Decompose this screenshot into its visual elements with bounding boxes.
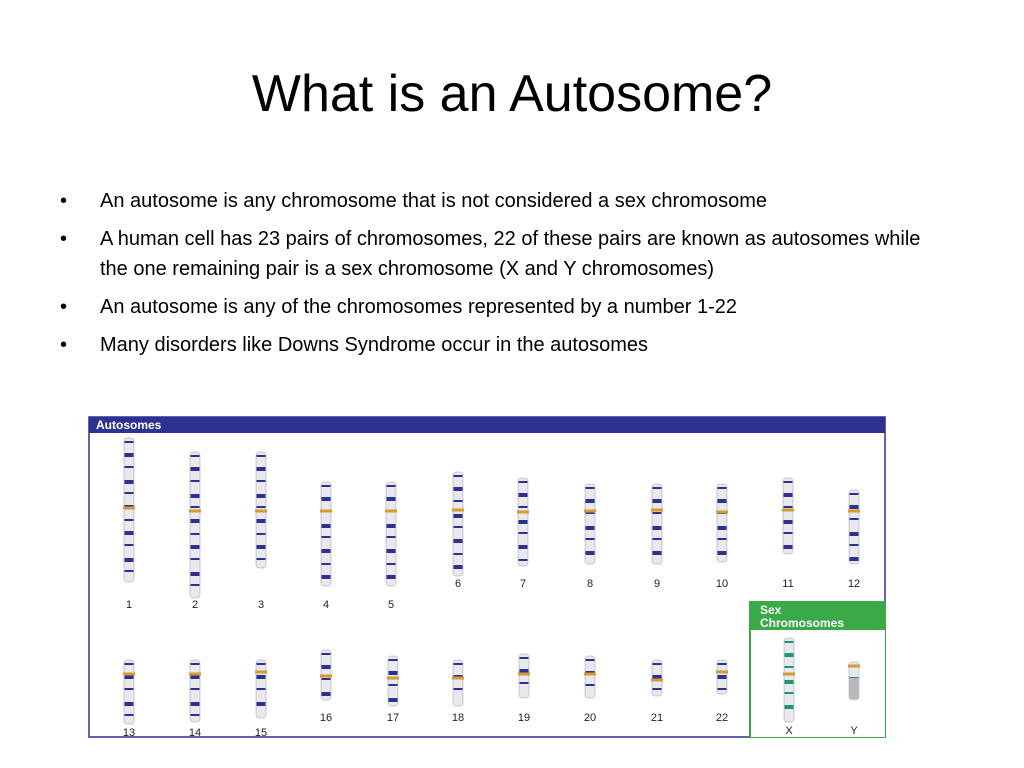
autosomes-header: Autosomes — [96, 418, 162, 432]
bullet-dot: • — [60, 228, 68, 250]
bullet-text: An autosome is any chromosome that is not considered a sex chromosome — [100, 190, 767, 212]
chromosome-label-2: 2 — [191, 599, 199, 611]
chromosome-15 — [255, 660, 267, 718]
bullet-dot: • — [60, 334, 68, 356]
karyotype-figure — [88, 416, 886, 738]
chromosome-12 — [848, 490, 860, 564]
chromosome-11 — [782, 478, 794, 554]
chromosome-label-7: 7 — [519, 578, 527, 590]
bullet-text: Many disorders like Downs Syndrome occur in the autosomes — [100, 334, 649, 356]
chromosome-20 — [584, 656, 596, 698]
chromosome-21 — [651, 660, 663, 696]
chromosome-label-13: 13 — [122, 727, 136, 738]
chromosome-label-3: 3 — [257, 599, 265, 611]
bullet-item — [60, 330, 940, 360]
chromosome-10 — [716, 484, 728, 562]
bullet-text: An autosome is any of the chromosomes represented by a number 1-22 — [100, 296, 738, 318]
chromosome-19 — [518, 654, 530, 698]
chromosome-6 — [452, 472, 464, 576]
chromosome-y — [848, 662, 860, 700]
bullet-item — [60, 224, 940, 284]
chromosome-18 — [452, 660, 464, 706]
chromosome-label-21: 21 — [650, 712, 664, 724]
chromosome-4 — [320, 482, 332, 586]
chromosome-label-15: 15 — [254, 727, 268, 738]
chromosome-label-6: 6 — [454, 578, 462, 590]
chromosome-label-4: 4 — [322, 599, 330, 611]
chromosome-label-y: Y — [850, 725, 858, 737]
chromosome-label-5: 5 — [387, 599, 395, 611]
slide-title: What is an Autosome? — [251, 65, 773, 123]
chromosome-8 — [584, 484, 596, 564]
chromosome-label-9: 9 — [653, 578, 661, 590]
bullet-dot: • — [60, 296, 68, 318]
chromosome-label-10: 10 — [715, 578, 729, 590]
chromosome-label-x: X — [785, 725, 793, 737]
karyotype-svg — [88, 416, 886, 738]
chromosome-16 — [320, 650, 332, 700]
chromosome-1 — [123, 438, 135, 582]
chromosome-x — [783, 638, 795, 722]
chromosome-label-12: 12 — [847, 578, 861, 590]
chromosome-22 — [716, 660, 728, 694]
bullet-dot: • — [60, 190, 68, 212]
chromosome-label-14: 14 — [188, 727, 202, 738]
chromosome-label-8: 8 — [586, 578, 594, 590]
sex-header-line2: Chromosomes — [760, 616, 845, 630]
chromosome-label-22: 22 — [715, 712, 729, 724]
chromosome-label-1: 1 — [125, 599, 133, 611]
chromosome-label-18: 18 — [451, 712, 465, 724]
chromosome-label-11: 11 — [782, 578, 794, 590]
chromosome-13 — [123, 660, 135, 724]
chromosome-2 — [189, 452, 201, 598]
autosomes-header-bar — [89, 417, 885, 433]
chromosome-14 — [189, 660, 201, 722]
chromosome-label-19: 19 — [517, 712, 531, 724]
chromosome-label-20: 20 — [583, 712, 597, 724]
bullet-list — [60, 186, 940, 368]
sex-header-line1: Sex — [760, 603, 782, 617]
chromosome-9 — [651, 484, 663, 564]
chromosome-5 — [385, 482, 397, 586]
chromosome-label-17: 17 — [386, 712, 400, 724]
bullet-item — [60, 292, 940, 322]
chromosome-7 — [517, 478, 529, 566]
chromosome-17 — [387, 656, 399, 706]
bullet-item — [60, 186, 940, 216]
chromosome-3 — [255, 452, 267, 568]
chromosome-label-16: 16 — [319, 712, 333, 724]
bullet-text: A human cell has 23 pairs of chromosomes, 22 of these pairs are known as autosomes while the one remaining pair is a sex chromosome (X and Y chromosomes) — [100, 228, 921, 280]
